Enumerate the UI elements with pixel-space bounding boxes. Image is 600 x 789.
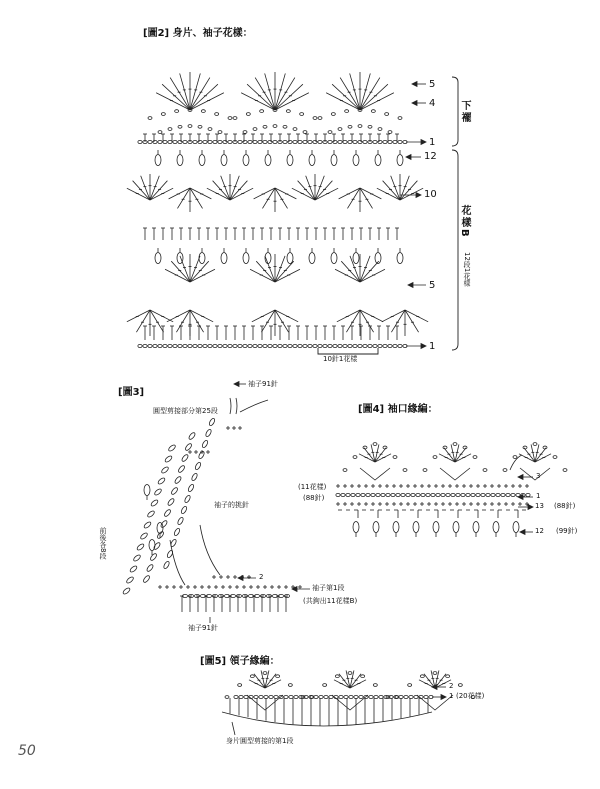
- fig3-row-2: 2: [259, 573, 264, 581]
- fig2-row-1-top: 1: [429, 137, 436, 148]
- fig2-section-b-note: 12段1花樣: [463, 252, 471, 287]
- fig4-sts-88-right: (88針): [554, 502, 576, 510]
- fig3-sleeve-bottom-label: 袖子91針: [188, 624, 218, 632]
- fig3-title: [圖3]: [118, 387, 145, 398]
- fig2-row-1-bottom: 1: [429, 341, 436, 352]
- fig2-repeat-label: 10針1花樣: [323, 355, 358, 363]
- fig5-stitch-chart: [222, 670, 475, 726]
- section-brackets: [318, 77, 458, 354]
- fig5-row-1: 1: [449, 692, 454, 700]
- fig4-row-12: 12: [535, 527, 544, 535]
- fig3-sleeve-top-label: 袖子91針: [248, 380, 278, 388]
- fig2-section-b-label: 花樣B: [459, 205, 470, 239]
- fig4-sts-99: (99針): [556, 527, 578, 535]
- fig2-section-bottom-label: 下襬: [459, 100, 470, 124]
- fig4-row-13: 13: [535, 502, 544, 510]
- fig2-title: [圖2] 身片、袖子花樣：: [143, 28, 253, 39]
- fig5-repeats: (20花樣): [456, 692, 485, 700]
- fig2-row-4: 4: [429, 98, 436, 109]
- fig2-stitch-chart: [127, 72, 428, 348]
- fig3-pickup-label: 袖子的挑針: [214, 501, 249, 509]
- fig3-join-label: 圓型剪接部分第25段: [153, 407, 218, 415]
- page-number: 50: [18, 743, 36, 759]
- fig5-base-label: 身片圓型剪接的第1段: [226, 737, 294, 745]
- fig3-stitch-chart: [122, 398, 302, 612]
- fig4-stitch-chart: [336, 443, 567, 537]
- fig3-row-1-note: (共鉤出11花樣B): [303, 597, 358, 605]
- fig4-title: [圖4] 袖口緣編：: [358, 404, 438, 415]
- fig4-sts-88-left: (88針): [303, 494, 325, 502]
- fig2-row-5-bottom: 5: [429, 280, 436, 291]
- fig4-row-1: 1: [536, 492, 541, 500]
- fig3-front-label: 前後各8段: [99, 527, 107, 560]
- fig4-row-3: 3: [536, 472, 541, 480]
- fig2-row-10: 10: [424, 189, 437, 200]
- fig3-row-1-label: 袖子第1段: [312, 584, 345, 592]
- fig2-row-12: 12: [424, 151, 437, 162]
- fig5-row-2: 2: [449, 682, 454, 690]
- fig2-row-5-top: 5: [429, 79, 436, 90]
- fig4-repeats-label: (11花樣): [298, 483, 327, 491]
- fig5-title: [圖5] 領子緣編：: [200, 656, 280, 667]
